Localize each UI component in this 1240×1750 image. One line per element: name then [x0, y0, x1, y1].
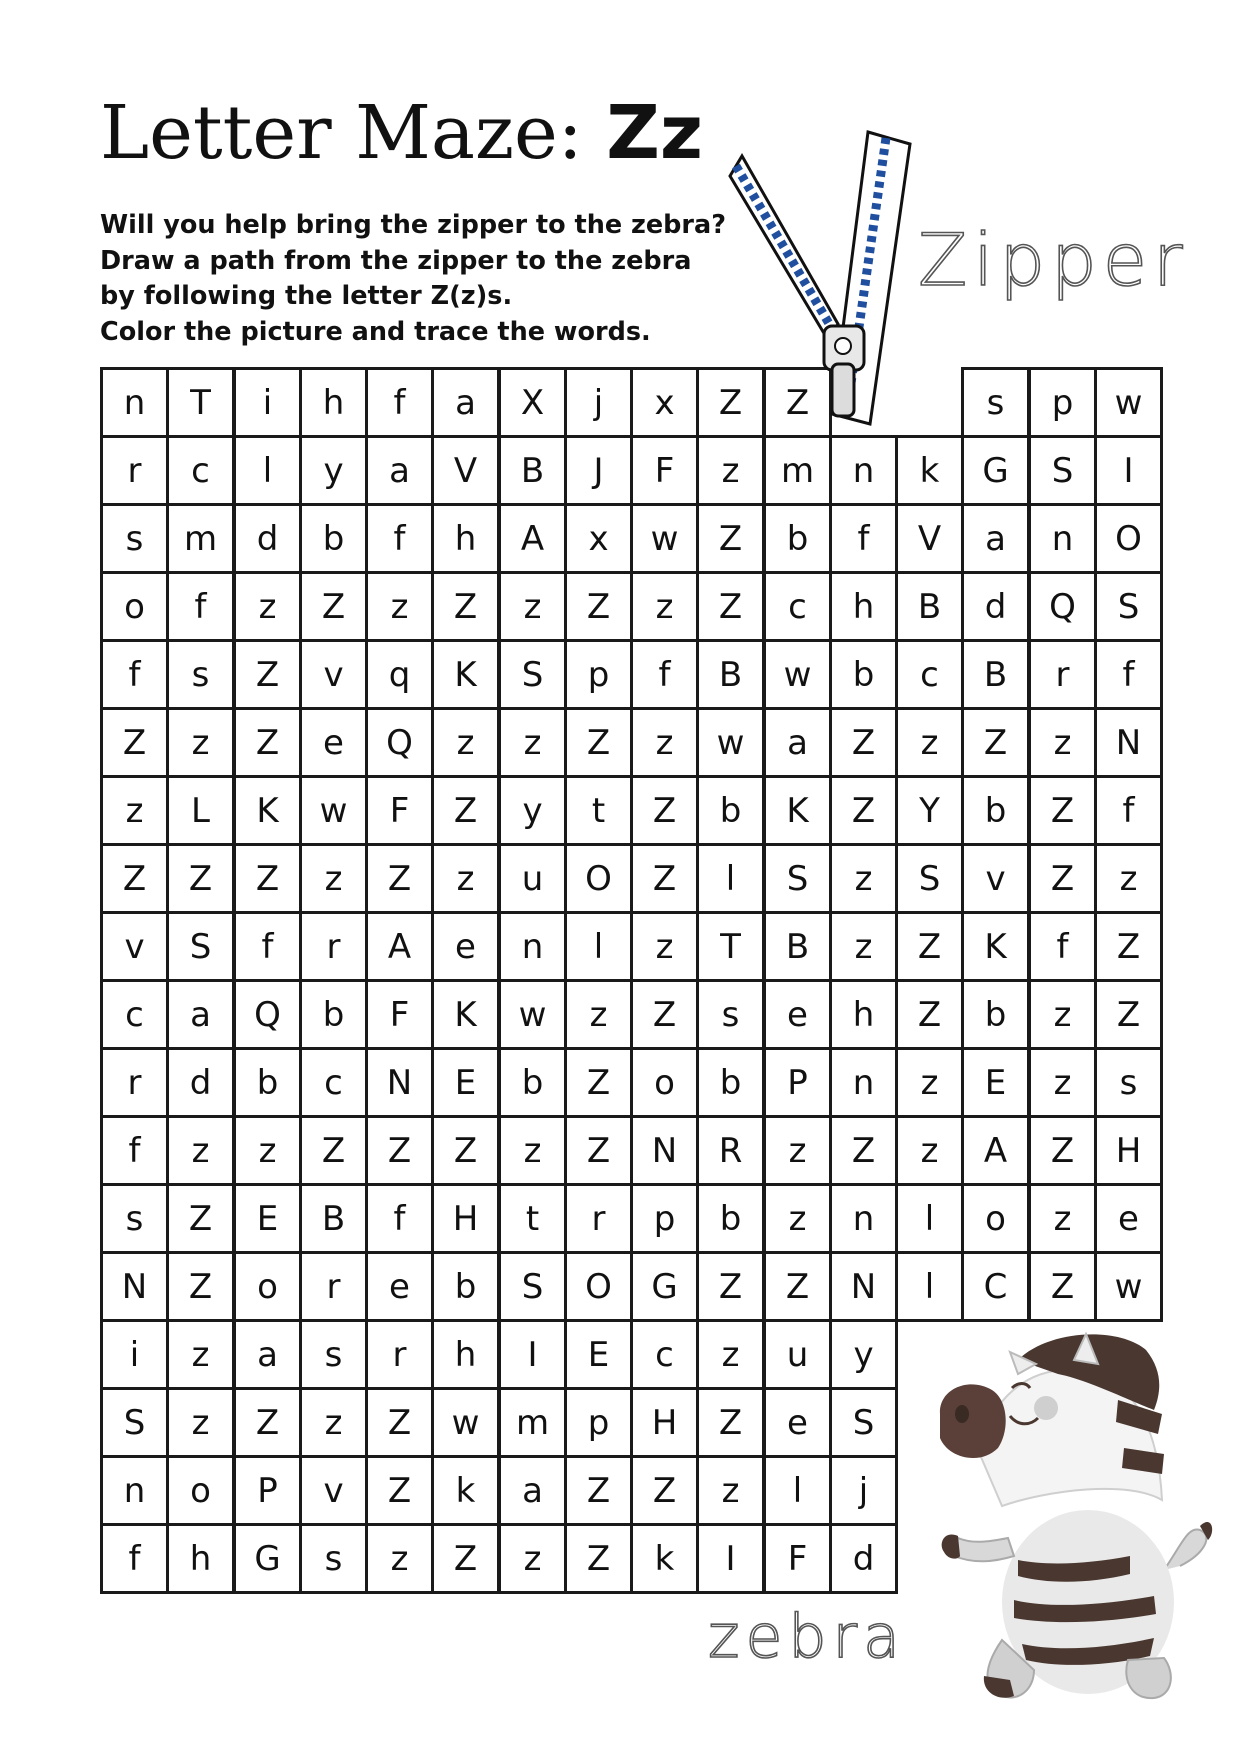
maze-cell[interactable]: z [630, 911, 699, 982]
maze-cell[interactable]: f [1094, 639, 1163, 710]
maze-cell[interactable]: b [696, 775, 765, 846]
maze-cell[interactable]: h [166, 1523, 235, 1594]
maze-cell[interactable]: B [763, 911, 832, 982]
maze-cell[interactable]: b [763, 503, 832, 574]
maze-cell[interactable]: Z [431, 1523, 500, 1594]
maze-cell[interactable]: r [365, 1319, 434, 1390]
maze-cell[interactable]: j [564, 367, 633, 438]
maze-cell[interactable]: Z [100, 707, 169, 778]
maze-cell[interactable]: Z [961, 707, 1030, 778]
maze-cell[interactable]: u [498, 843, 567, 914]
maze-cell[interactable]: A [498, 503, 567, 574]
maze-cell[interactable]: b [696, 1047, 765, 1118]
maze-cell[interactable]: z [299, 843, 368, 914]
maze-cell[interactable]: n [100, 1455, 169, 1526]
maze-cell[interactable]: A [365, 911, 434, 982]
maze-cell[interactable]: z [696, 1319, 765, 1390]
maze-cell[interactable]: d [961, 571, 1030, 642]
maze-cell[interactable]: q [365, 639, 434, 710]
maze-cell[interactable]: a [431, 367, 500, 438]
maze-cell[interactable]: Z [696, 503, 765, 574]
maze-cell[interactable]: l [233, 435, 302, 506]
maze-cell[interactable]: S [763, 843, 832, 914]
maze-cell[interactable]: y [829, 1319, 898, 1390]
maze-cell[interactable]: a [365, 435, 434, 506]
maze-cell[interactable]: Z [829, 775, 898, 846]
maze-cell[interactable]: z [895, 1047, 964, 1118]
maze-cell[interactable]: E [961, 1047, 1030, 1118]
maze-cell[interactable]: T [696, 911, 765, 982]
maze-cell[interactable]: v [961, 843, 1030, 914]
maze-cell[interactable]: z [895, 1115, 964, 1186]
maze-cell[interactable]: z [895, 707, 964, 778]
maze-cell[interactable]: d [829, 1523, 898, 1594]
maze-cell[interactable]: V [895, 503, 964, 574]
maze-cell[interactable]: B [498, 435, 567, 506]
maze-cell[interactable]: z [829, 843, 898, 914]
maze-cell[interactable]: Z [630, 1455, 699, 1526]
maze-cell[interactable]: r [299, 1251, 368, 1322]
maze-cell[interactable]: Z [696, 1387, 765, 1458]
maze-cell[interactable]: e [299, 707, 368, 778]
maze-cell[interactable]: S [100, 1387, 169, 1458]
maze-cell[interactable]: m [166, 503, 235, 574]
maze-cell[interactable]: E [233, 1183, 302, 1254]
maze-cell[interactable]: t [498, 1183, 567, 1254]
maze-cell[interactable]: t [564, 775, 633, 846]
maze-cell[interactable]: v [299, 1455, 368, 1526]
maze-cell[interactable]: k [895, 435, 964, 506]
maze-cell[interactable]: Z [365, 1387, 434, 1458]
maze-cell[interactable]: Z [895, 911, 964, 982]
maze-cell[interactable]: H [431, 1183, 500, 1254]
maze-cell[interactable]: h [299, 367, 368, 438]
maze-cell[interactable]: B [895, 571, 964, 642]
maze-cell[interactable]: z [1094, 843, 1163, 914]
maze-cell[interactable]: w [630, 503, 699, 574]
maze-cell[interactable]: F [365, 775, 434, 846]
maze-cell[interactable]: Z [630, 843, 699, 914]
maze-cell[interactable]: F [630, 435, 699, 506]
maze-cell[interactable]: v [299, 639, 368, 710]
maze-cell[interactable]: z [1028, 707, 1097, 778]
maze-cell[interactable]: n [1028, 503, 1097, 574]
maze-cell[interactable]: o [630, 1047, 699, 1118]
maze-cell[interactable]: I [696, 1523, 765, 1594]
maze-cell[interactable]: E [431, 1047, 500, 1118]
maze-cell[interactable]: d [233, 503, 302, 574]
maze-cell[interactable]: f [1028, 911, 1097, 982]
maze-cell[interactable]: Z [431, 1115, 500, 1186]
maze-cell[interactable]: b [696, 1183, 765, 1254]
zebra-picture[interactable] [918, 1330, 1216, 1702]
maze-cell[interactable]: s [961, 367, 1030, 438]
maze-cell[interactable]: z [1028, 979, 1097, 1050]
maze-cell[interactable]: S [498, 639, 567, 710]
maze-cell[interactable]: r [100, 1047, 169, 1118]
maze-cell[interactable]: r [299, 911, 368, 982]
maze-cell[interactable]: w [299, 775, 368, 846]
maze-cell[interactable]: w [763, 639, 832, 710]
maze-cell[interactable]: B [696, 639, 765, 710]
maze-cell[interactable]: w [498, 979, 567, 1050]
maze-cell[interactable]: K [431, 639, 500, 710]
maze-cell[interactable]: Z [1028, 775, 1097, 846]
maze-cell[interactable]: Z [829, 1115, 898, 1186]
maze-cell[interactable]: Z [431, 775, 500, 846]
maze-cell[interactable]: w [1094, 1251, 1163, 1322]
zipper-pull [832, 364, 854, 416]
maze-cell[interactable]: Z [895, 979, 964, 1050]
maze-cell[interactable]: z [233, 1115, 302, 1186]
maze-cell[interactable]: j [829, 1455, 898, 1526]
trace-word-zebra[interactable]: zebra [708, 1602, 906, 1672]
maze-cell[interactable]: J [564, 435, 633, 506]
maze-cell[interactable]: z [299, 1387, 368, 1458]
maze-cell[interactable]: l [763, 1455, 832, 1526]
maze-cell[interactable]: b [498, 1047, 567, 1118]
maze-cell[interactable]: Z [1094, 979, 1163, 1050]
maze-cell[interactable]: Z [763, 1251, 832, 1322]
maze-cell[interactable]: e [763, 1387, 832, 1458]
maze-cell[interactable]: h [431, 503, 500, 574]
maze-cell[interactable]: c [630, 1319, 699, 1390]
maze-cell[interactable]: f [100, 639, 169, 710]
maze-cell[interactable]: r [564, 1183, 633, 1254]
maze-cell[interactable]: Z [365, 1455, 434, 1526]
maze-cell[interactable]: X [498, 367, 567, 438]
maze-cell[interactable]: Z [166, 1183, 235, 1254]
maze-cell[interactable]: P [763, 1047, 832, 1118]
maze-cell[interactable]: w [696, 707, 765, 778]
maze-cell[interactable]: z [431, 707, 500, 778]
maze-cell[interactable]: z [431, 843, 500, 914]
maze-cell[interactable]: f [100, 1115, 169, 1186]
maze-cell[interactable]: h [829, 979, 898, 1050]
maze-cell[interactable]: m [498, 1387, 567, 1458]
maze-cell[interactable]: z [829, 911, 898, 982]
maze-cell[interactable]: z [233, 571, 302, 642]
maze-cell[interactable]: z [696, 435, 765, 506]
maze-cell[interactable]: i [100, 1319, 169, 1390]
maze-cell[interactable]: l [696, 843, 765, 914]
maze-cell[interactable]: r [1028, 639, 1097, 710]
title-letters: Zz [606, 90, 703, 176]
maze-cell[interactable]: Z [564, 707, 633, 778]
maze-cell[interactable]: Z [630, 979, 699, 1050]
maze-cell[interactable]: V [431, 435, 500, 506]
maze-cell[interactable]: Q [1028, 571, 1097, 642]
maze-cell[interactable]: w [431, 1387, 500, 1458]
maze-cell[interactable]: Z [1028, 843, 1097, 914]
maze-cell[interactable]: y [299, 435, 368, 506]
maze-cell[interactable]: s [100, 503, 169, 574]
maze-cell[interactable]: k [630, 1523, 699, 1594]
maze-cell[interactable]: K [233, 775, 302, 846]
maze-cell[interactable]: Z [1094, 911, 1163, 982]
maze-cell[interactable]: F [763, 1523, 832, 1594]
maze-cell[interactable]: K [961, 911, 1030, 982]
maze-cell[interactable]: E [564, 1319, 633, 1390]
maze-cell[interactable]: S [1094, 571, 1163, 642]
maze-cell[interactable]: m [763, 435, 832, 506]
maze-cell[interactable]: z [166, 1319, 235, 1390]
maze-cell[interactable]: O [1094, 503, 1163, 574]
maze-cell[interactable]: n [100, 367, 169, 438]
maze-cell[interactable]: P [233, 1455, 302, 1526]
maze-cell[interactable]: e [763, 979, 832, 1050]
maze-cell[interactable]: Z [696, 1251, 765, 1322]
instruction-line: Draw a path from the zipper to the zebra [100, 245, 692, 276]
instruction-line: Will you help bring the zipper to the zebra? [100, 210, 726, 240]
maze-cell[interactable]: o [961, 1183, 1030, 1254]
maze-cell[interactable]: z [365, 571, 434, 642]
maze-cell[interactable]: N [365, 1047, 434, 1118]
maze-cell[interactable]: w [1094, 367, 1163, 438]
maze-cell[interactable]: z [630, 571, 699, 642]
maze-cell[interactable]: l [895, 1251, 964, 1322]
maze-cell[interactable]: z [763, 1183, 832, 1254]
maze-cell[interactable]: f [1094, 775, 1163, 846]
maze-cell[interactable]: z [498, 571, 567, 642]
maze-cell[interactable]: l [564, 911, 633, 982]
maze-cell[interactable]: z [498, 1523, 567, 1594]
maze-cell[interactable]: s [696, 979, 765, 1050]
maze-cell[interactable]: k [431, 1455, 500, 1526]
maze-cell[interactable]: L [166, 775, 235, 846]
maze-cell[interactable]: A [961, 1115, 1030, 1186]
maze-cell[interactable]: Z [166, 1251, 235, 1322]
maze-cell[interactable]: b [961, 775, 1030, 846]
maze-cell[interactable]: Z [564, 1455, 633, 1526]
maze-cell[interactable]: p [1028, 367, 1097, 438]
instruction-line: by following the letter Z(z)s. [100, 281, 513, 311]
maze-cell[interactable]: c [299, 1047, 368, 1118]
maze-cell[interactable]: e [1094, 1183, 1163, 1254]
instructions [100, 208, 726, 350]
maze-cell[interactable]: a [233, 1319, 302, 1390]
maze-cell[interactable]: N [630, 1115, 699, 1186]
maze-cell[interactable]: a [763, 707, 832, 778]
maze-cell[interactable]: Z [1028, 1115, 1097, 1186]
maze-cell[interactable]: T [166, 367, 235, 438]
maze-cell[interactable]: e [365, 1251, 434, 1322]
maze-cell[interactable]: z [763, 1115, 832, 1186]
maze-cell[interactable]: b [299, 979, 368, 1050]
maze-cell[interactable]: n [829, 1183, 898, 1254]
maze-cell[interactable]: Z [365, 843, 434, 914]
maze-cell[interactable]: c [763, 571, 832, 642]
maze-cell[interactable]: v [100, 911, 169, 982]
maze-cell[interactable]: b [961, 979, 1030, 1050]
maze-cell[interactable]: N [100, 1251, 169, 1322]
maze-cell[interactable]: Z [696, 367, 765, 438]
maze-cell[interactable]: o [233, 1251, 302, 1322]
maze-cell[interactable]: c [100, 979, 169, 1050]
maze-cell[interactable]: x [564, 503, 633, 574]
maze-cell[interactable]: s [1094, 1047, 1163, 1118]
maze-cell[interactable]: R [696, 1115, 765, 1186]
maze-cell[interactable]: F [365, 979, 434, 1050]
maze-cell[interactable]: f [365, 1183, 434, 1254]
maze-cell[interactable]: S [498, 1251, 567, 1322]
maze-cell[interactable]: H [1094, 1115, 1163, 1186]
maze-cell[interactable]: Z [829, 707, 898, 778]
maze-cell[interactable]: p [564, 1387, 633, 1458]
maze-cell[interactable]: Q [233, 979, 302, 1050]
maze-cell[interactable]: O [564, 843, 633, 914]
maze-cell[interactable]: Z [166, 843, 235, 914]
maze-cell[interactable]: z [166, 1387, 235, 1458]
maze-cell[interactable]: Z [233, 707, 302, 778]
maze-cell[interactable]: a [498, 1455, 567, 1526]
instruction-line: Color the picture and trace the words. [100, 316, 651, 347]
maze-cell[interactable]: G [961, 435, 1030, 506]
maze-cell[interactable]: N [1094, 707, 1163, 778]
maze-cell[interactable]: Z [233, 843, 302, 914]
maze-cell[interactable]: s [100, 1183, 169, 1254]
maze-cell[interactable]: s [299, 1523, 368, 1594]
maze-cell[interactable]: z [166, 707, 235, 778]
maze-cell[interactable]: Z [233, 639, 302, 710]
maze-cell[interactable]: z [696, 1455, 765, 1526]
maze-cell[interactable]: Z [564, 1523, 633, 1594]
maze-cell[interactable]: z [498, 707, 567, 778]
maze-cell[interactable]: z [100, 775, 169, 846]
maze-cell[interactable]: Z [365, 1115, 434, 1186]
maze-cell[interactable]: f [100, 1523, 169, 1594]
maze-cell[interactable]: Z [299, 1115, 368, 1186]
trace-word-zipper[interactable]: Zipper [918, 218, 1189, 302]
maze-cell[interactable]: Z [299, 571, 368, 642]
maze-cell[interactable]: z [630, 707, 699, 778]
maze-cell[interactable]: C [961, 1251, 1030, 1322]
maze-cell[interactable]: c [166, 435, 235, 506]
maze-cell[interactable]: z [1028, 1047, 1097, 1118]
maze-cell[interactable]: Z [431, 571, 500, 642]
maze-cell[interactable]: s [166, 639, 235, 710]
zipper-picture[interactable] [728, 118, 948, 430]
maze-cell[interactable]: h [829, 571, 898, 642]
maze-cell[interactable]: c [895, 639, 964, 710]
maze-cell[interactable]: Z [564, 571, 633, 642]
maze-cell[interactable]: b [299, 503, 368, 574]
maze-cell[interactable]: K [431, 979, 500, 1050]
maze-cell[interactable]: z [365, 1523, 434, 1594]
maze-cell[interactable]: z [1028, 1183, 1097, 1254]
maze-cell[interactable]: Z [1028, 1251, 1097, 1322]
maze-cell[interactable]: f [365, 503, 434, 574]
maze-cell[interactable]: Q [365, 707, 434, 778]
maze-cell[interactable]: f [233, 911, 302, 982]
maze-cell[interactable]: Z [630, 775, 699, 846]
maze-cell[interactable]: Z [696, 571, 765, 642]
maze-cell[interactable]: G [630, 1251, 699, 1322]
maze-cell[interactable]: S [895, 843, 964, 914]
maze-cell[interactable]: B [299, 1183, 368, 1254]
maze-cell[interactable]: f [630, 639, 699, 710]
maze-cell[interactable]: e [431, 911, 500, 982]
maze-cell[interactable]: n [829, 1047, 898, 1118]
maze-cell[interactable]: r [100, 435, 169, 506]
maze-cell[interactable]: s [299, 1319, 368, 1390]
maze-cell[interactable]: f [166, 571, 235, 642]
maze-cell[interactable]: b [431, 1251, 500, 1322]
maze-cell[interactable]: Z [564, 1115, 633, 1186]
maze-cell[interactable]: S [1028, 435, 1097, 506]
maze-cell[interactable]: Y [895, 775, 964, 846]
maze-cell[interactable]: N [829, 1251, 898, 1322]
maze-cell[interactable]: p [564, 639, 633, 710]
maze-cell[interactable]: a [166, 979, 235, 1050]
maze-cell[interactable]: I [1094, 435, 1163, 506]
maze-cell[interactable]: S [829, 1387, 898, 1458]
maze-cell[interactable]: o [166, 1455, 235, 1526]
maze-cell[interactable]: i [233, 367, 302, 438]
maze-cell[interactable]: z [564, 979, 633, 1050]
maze-cell[interactable]: p [630, 1183, 699, 1254]
maze-cell[interactable]: d [166, 1047, 235, 1118]
maze-cell[interactable]: z [498, 1115, 567, 1186]
maze-cell[interactable]: Z [763, 367, 832, 438]
maze-cell[interactable]: Z [100, 843, 169, 914]
maze-cell[interactable]: u [763, 1319, 832, 1390]
maze-cell[interactable]: a [961, 503, 1030, 574]
maze-cell[interactable]: f [829, 503, 898, 574]
maze-cell[interactable]: B [961, 639, 1030, 710]
maze-cell[interactable]: G [233, 1523, 302, 1594]
maze-cell[interactable]: n [829, 435, 898, 506]
maze-cell[interactable]: Z [564, 1047, 633, 1118]
maze-cell[interactable]: f [365, 367, 434, 438]
maze-cell[interactable]: b [233, 1047, 302, 1118]
maze-cell[interactable]: o [100, 571, 169, 642]
maze-cell[interactable]: S [166, 911, 235, 982]
maze-cell[interactable]: x [630, 367, 699, 438]
maze-cell[interactable]: H [630, 1387, 699, 1458]
maze-cell[interactable]: h [431, 1319, 500, 1390]
maze-cell[interactable]: b [829, 639, 898, 710]
maze-cell[interactable]: I [498, 1319, 567, 1390]
maze-cell[interactable]: K [763, 775, 832, 846]
maze-cell[interactable]: l [895, 1183, 964, 1254]
maze-cell[interactable]: O [564, 1251, 633, 1322]
maze-cell[interactable]: n [498, 911, 567, 982]
page-title [100, 90, 703, 176]
title-prefix: Letter Maze: [100, 90, 607, 176]
maze-cell[interactable]: Z [233, 1387, 302, 1458]
maze-cell[interactable]: z [166, 1115, 235, 1186]
maze-cell[interactable]: y [498, 775, 567, 846]
